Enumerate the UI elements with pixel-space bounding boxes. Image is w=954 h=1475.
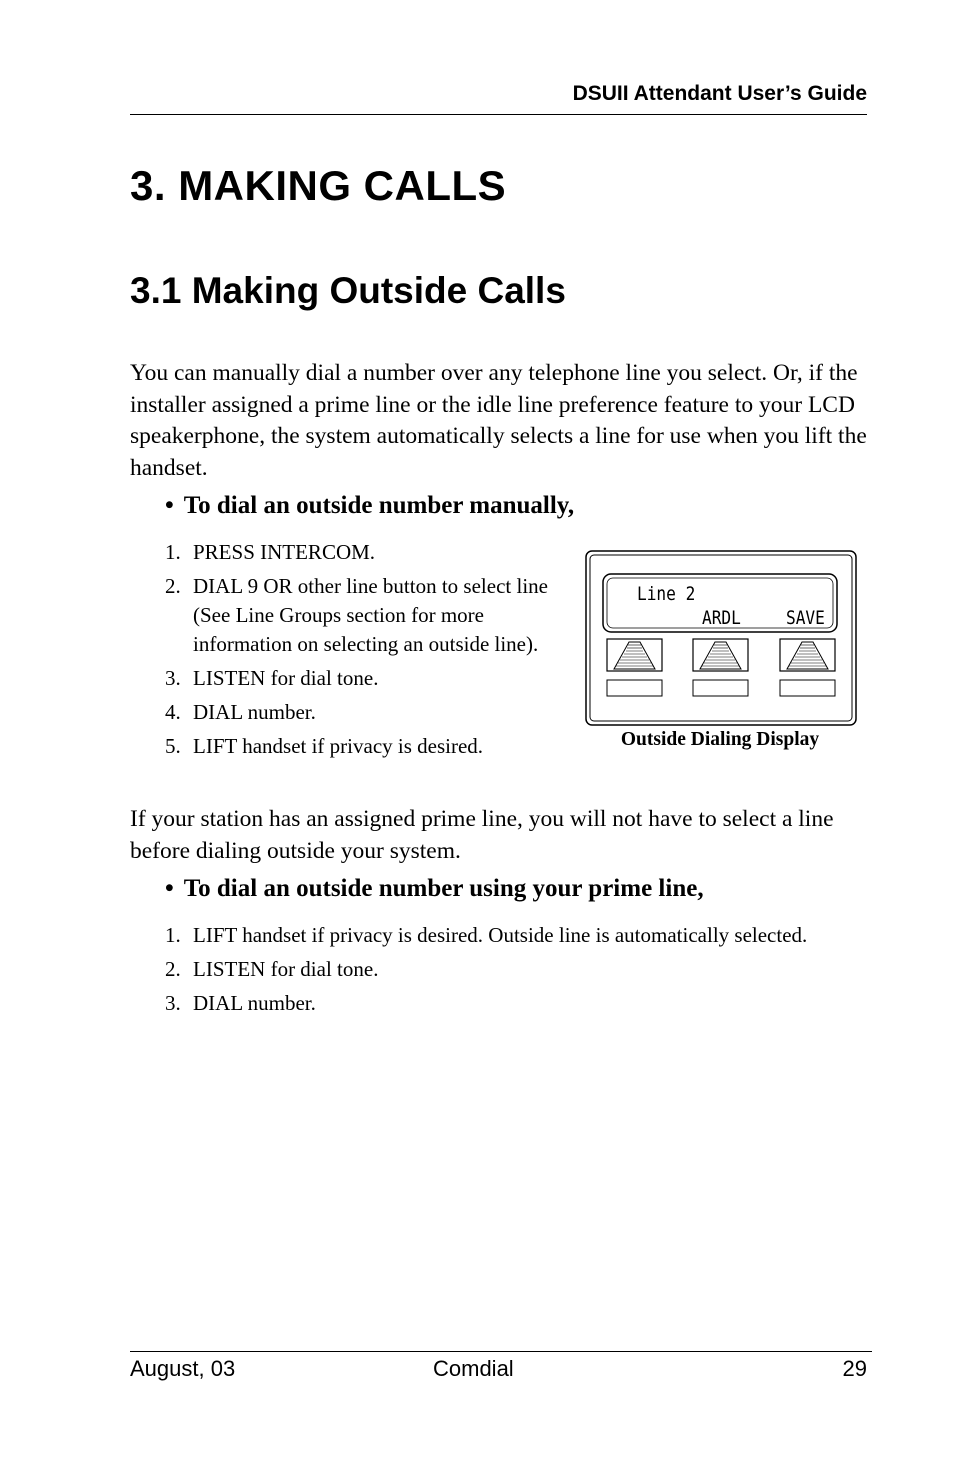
step-number: 3. xyxy=(165,991,181,1015)
chapter-title: 3. MAKING CALLS xyxy=(130,162,507,209)
lcd-softkey-label-ardl: ARDL xyxy=(702,607,741,630)
running-header: DSUII Attendant User’s Guide xyxy=(572,82,867,105)
step-number: 3. xyxy=(165,666,181,690)
step-text: DIAL number. xyxy=(193,991,316,1015)
list-item xyxy=(165,698,560,727)
list-item xyxy=(165,989,845,1018)
step-text: LISTEN for dial tone. xyxy=(193,957,379,981)
section-title: 3.1 Making Outside Calls xyxy=(130,270,566,311)
page-number: 29 xyxy=(842,1356,867,1381)
list-item xyxy=(165,955,845,984)
intro-paragraph: You can manually dial a number over any telephone line you select. Or, if the installer assigned a prime line or the idle line preference feature to your LCD speakerphone, the system automatically selects a line for use when you lift the handset. xyxy=(130,360,867,481)
step-text: LIFT handset if privacy is desired. xyxy=(193,734,484,758)
step-text: PRESS INTERCOM. xyxy=(193,540,376,564)
softkey-button-1[interactable] xyxy=(607,639,662,696)
step-number: 2. xyxy=(165,957,181,981)
step-number: 2. xyxy=(165,574,181,598)
step-number: 5. xyxy=(165,734,181,758)
prime-line-paragraph: If your station has an assigned prime line, you will not have to select a line before dialing outside your system. xyxy=(130,806,834,864)
step-number: 1. xyxy=(165,540,181,564)
figure-caption: Outside Dialing Display xyxy=(620,729,820,750)
lcd-display-figure xyxy=(585,550,857,726)
procedure-1-heading xyxy=(165,492,574,520)
procedure-2-heading-text: To dial an outside number using your prime line, xyxy=(183,875,704,902)
procedure-2-heading xyxy=(165,875,704,903)
lcd-softkey-label-save: SAVE xyxy=(786,607,825,630)
footer-divider xyxy=(130,1351,872,1352)
step-text: LIFT handset if privacy is desired. Outside line is automatically selected. xyxy=(193,923,808,947)
list-item xyxy=(165,538,560,567)
footer-company: Comdial xyxy=(433,1356,514,1381)
bullet-marker: • xyxy=(165,492,174,519)
step-number: 1. xyxy=(165,923,181,947)
step-text: DIAL 9 OR other line button to select line (See Line Groups section for more information on selecting an outside line). xyxy=(193,574,548,656)
lcd-line-1: Line 2 xyxy=(637,583,696,606)
step-text: LISTEN for dial tone. xyxy=(193,666,379,690)
list-item xyxy=(165,921,845,950)
procedure-2-steps xyxy=(165,921,845,1018)
step-number: 4. xyxy=(165,700,181,724)
footer-date: August, 03 xyxy=(130,1356,236,1381)
bullet-marker: • xyxy=(165,875,174,902)
procedure-1-steps xyxy=(165,538,560,761)
softkey-button-2[interactable] xyxy=(693,639,748,696)
list-item xyxy=(165,572,560,659)
softkey-button-3[interactable] xyxy=(780,639,835,696)
step-text: DIAL number. xyxy=(193,700,316,724)
list-item xyxy=(165,664,560,693)
list-item xyxy=(165,732,560,761)
procedure-1-heading-text: To dial an outside number manually, xyxy=(183,492,575,519)
header-divider xyxy=(130,114,867,115)
